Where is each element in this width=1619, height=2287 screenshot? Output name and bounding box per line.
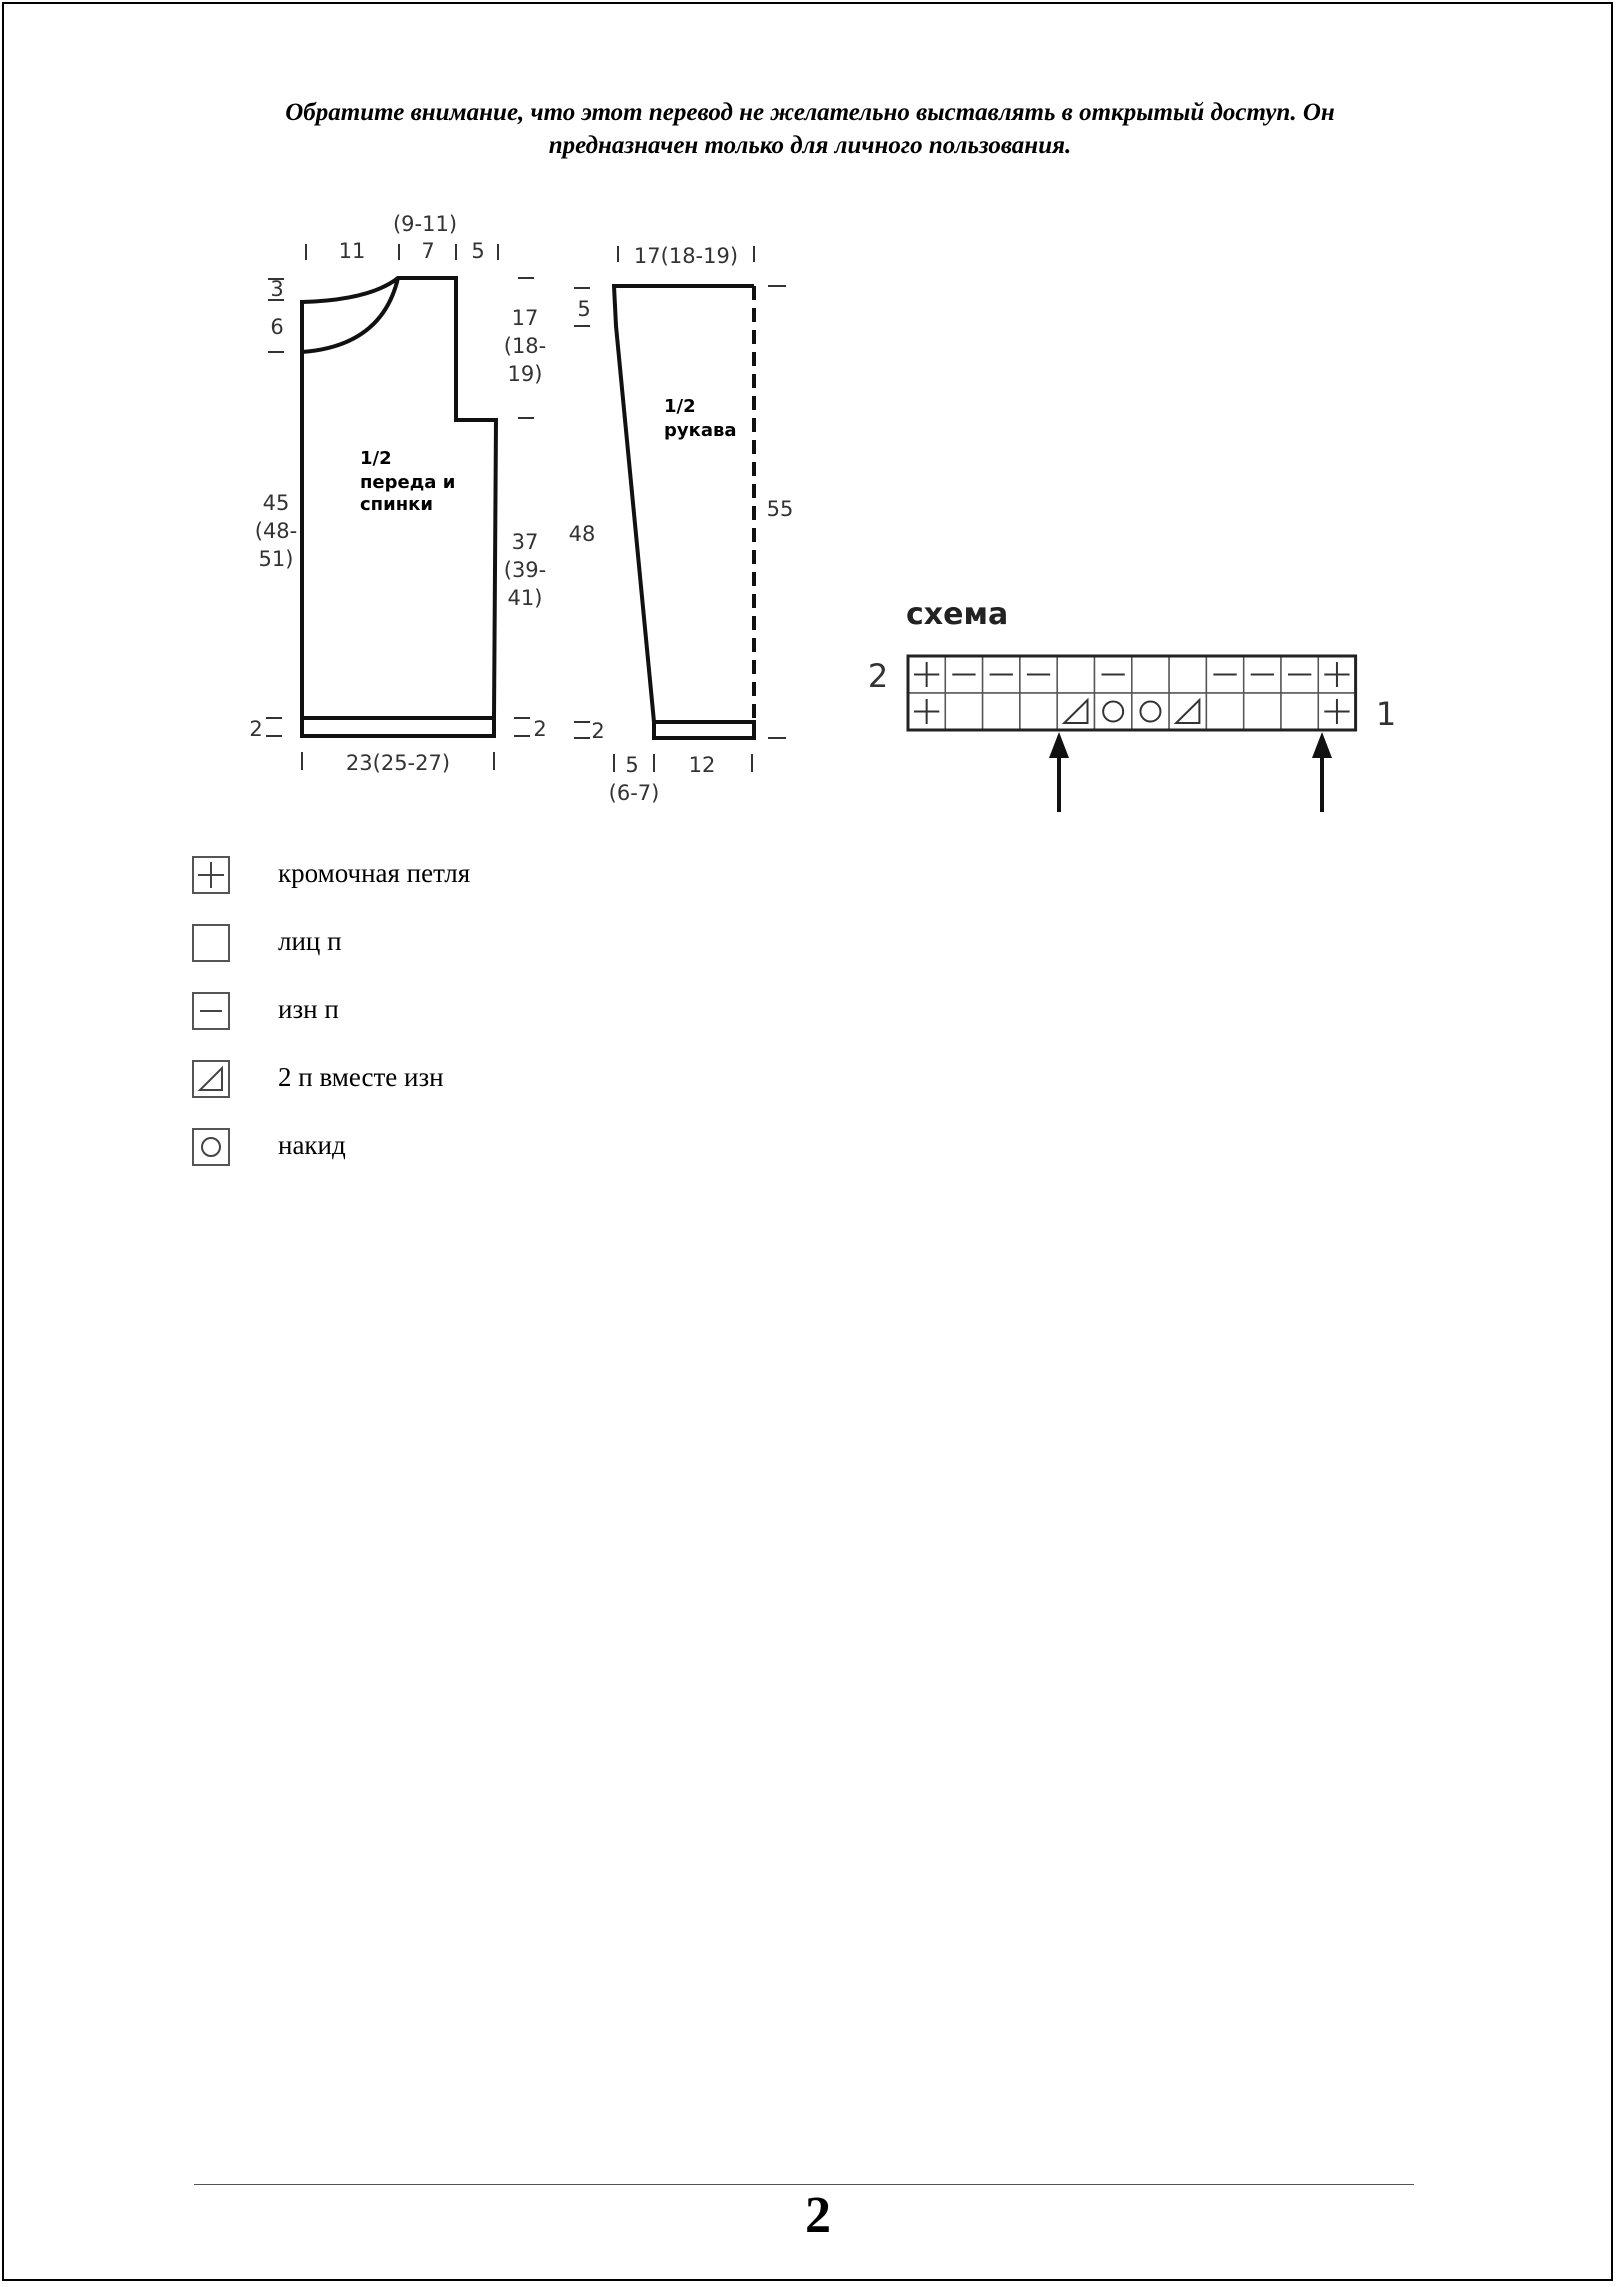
legend-text-yo: накид bbox=[278, 1130, 346, 1160]
body-shoulder-left: 11 bbox=[338, 239, 366, 263]
edge-stitch-icon bbox=[192, 856, 230, 894]
sleeve-outline bbox=[614, 286, 754, 722]
body-side-left-2: (48- bbox=[254, 519, 298, 543]
sleeve-length-right: 55 bbox=[766, 497, 794, 521]
knit-stitch-icon bbox=[1206, 693, 1243, 730]
knit-stitch-icon bbox=[983, 693, 1020, 730]
purl-stitch-icon bbox=[1020, 656, 1057, 693]
yarn-over-icon bbox=[1095, 693, 1132, 730]
legend-text-knit: лиц п bbox=[278, 926, 342, 956]
legend-text-edge: кромочная петля bbox=[278, 858, 471, 888]
purl-stitch-icon bbox=[983, 656, 1020, 693]
body-bottom-band bbox=[302, 718, 494, 736]
purl-stitch-icon bbox=[1244, 656, 1281, 693]
body-neck-depth: 6 bbox=[270, 315, 284, 339]
sleeve-diagram bbox=[569, 244, 794, 805]
body-side-right-2: (39- bbox=[503, 558, 547, 582]
purl-stitch-icon bbox=[1095, 656, 1132, 693]
footer-rule bbox=[194, 2184, 1414, 2185]
knit-stitch-icon bbox=[1169, 656, 1206, 693]
sleeve-bottom-right: 12 bbox=[688, 753, 716, 777]
legend-text-k2tog: 2 п вместе изн bbox=[278, 1062, 444, 1092]
k2tog-purl-icon bbox=[1169, 693, 1206, 730]
schema-row-1: 1 bbox=[1375, 695, 1397, 733]
body-band-left: 2 bbox=[249, 717, 263, 741]
sleeve-label-2: рукава bbox=[664, 420, 737, 441]
body-neck-center: 7 bbox=[421, 239, 435, 263]
body-diagram bbox=[249, 212, 546, 775]
body-shoulder-right: 5 bbox=[471, 239, 485, 263]
yarn-over-icon bbox=[1132, 693, 1169, 730]
knit-stitch-icon bbox=[1057, 656, 1094, 693]
knit-stitch-icon bbox=[1244, 693, 1281, 730]
body-side-right-1: 37 bbox=[511, 530, 539, 554]
body-label-3: спинки bbox=[360, 494, 433, 515]
stitch-schema bbox=[868, 597, 1396, 812]
body-neck-width: (9-11) bbox=[392, 212, 458, 236]
notice-line-1: Обратите внимание, что этот перевод не желательно выставлять в открытый доступ. Он bbox=[285, 99, 1335, 126]
schema-title: схема bbox=[906, 597, 1009, 632]
schema-grid bbox=[908, 656, 1356, 730]
purl-stitch-icon bbox=[1281, 656, 1318, 693]
body-armhole-2: (18- bbox=[503, 334, 547, 358]
body-band-right: 2 bbox=[533, 717, 547, 741]
yarn-over-icon bbox=[192, 1128, 230, 1166]
body-side-left-1: 45 bbox=[262, 491, 290, 515]
body-label-2: переда и bbox=[360, 472, 456, 493]
body-label-1: 1/2 bbox=[360, 448, 392, 469]
edge-stitch-icon bbox=[908, 693, 945, 730]
body-side-left-3: 51) bbox=[258, 547, 294, 571]
diagrams-area bbox=[0, 0, 1619, 840]
body-neckline-lower bbox=[302, 278, 398, 352]
sleeve-length-left: 48 bbox=[568, 522, 596, 546]
knit-stitch-icon bbox=[192, 924, 230, 962]
sleeve-top-width: 17(18-19) bbox=[633, 244, 739, 268]
notice-line-2: предназначен только для личного пользования. bbox=[548, 132, 1072, 159]
knit-stitch-icon bbox=[1020, 693, 1057, 730]
edge-stitch-icon bbox=[1318, 693, 1355, 730]
k2tog-purl-icon bbox=[1057, 693, 1094, 730]
knit-stitch-icon bbox=[945, 693, 982, 730]
knit-stitch-icon bbox=[1281, 693, 1318, 730]
sleeve-bottom-left: 5 bbox=[625, 753, 639, 777]
sleeve-cuff bbox=[654, 722, 754, 738]
sleeve-bottom-left-alt: (6-7) bbox=[608, 781, 660, 805]
purl-stitch-icon bbox=[192, 992, 230, 1030]
body-neck-top: 3 bbox=[270, 277, 284, 301]
edge-stitch-icon bbox=[908, 656, 945, 693]
k2tog-purl-icon bbox=[192, 1060, 230, 1098]
purl-stitch-icon bbox=[945, 656, 982, 693]
repeat-arrow-right bbox=[1312, 732, 1332, 812]
repeat-arrow-left bbox=[1049, 732, 1069, 812]
knit-stitch-icon bbox=[1132, 656, 1169, 693]
body-side-right-3: 41) bbox=[507, 586, 543, 610]
page-number: 2 bbox=[805, 2187, 831, 2244]
sleeve-label-1: 1/2 bbox=[664, 396, 696, 417]
edge-stitch-icon bbox=[1318, 656, 1355, 693]
schema-row-2: 2 bbox=[867, 657, 889, 695]
sleeve-top-left: 5 bbox=[577, 297, 591, 321]
legend-text-purl: изн п bbox=[278, 994, 339, 1024]
body-width: 23(25-27) bbox=[345, 751, 451, 775]
purl-stitch-icon bbox=[1206, 656, 1243, 693]
sleeve-cuff-height: 2 bbox=[591, 719, 605, 743]
body-armhole-1: 17 bbox=[511, 306, 539, 330]
body-armhole-3: 19) bbox=[507, 362, 543, 386]
